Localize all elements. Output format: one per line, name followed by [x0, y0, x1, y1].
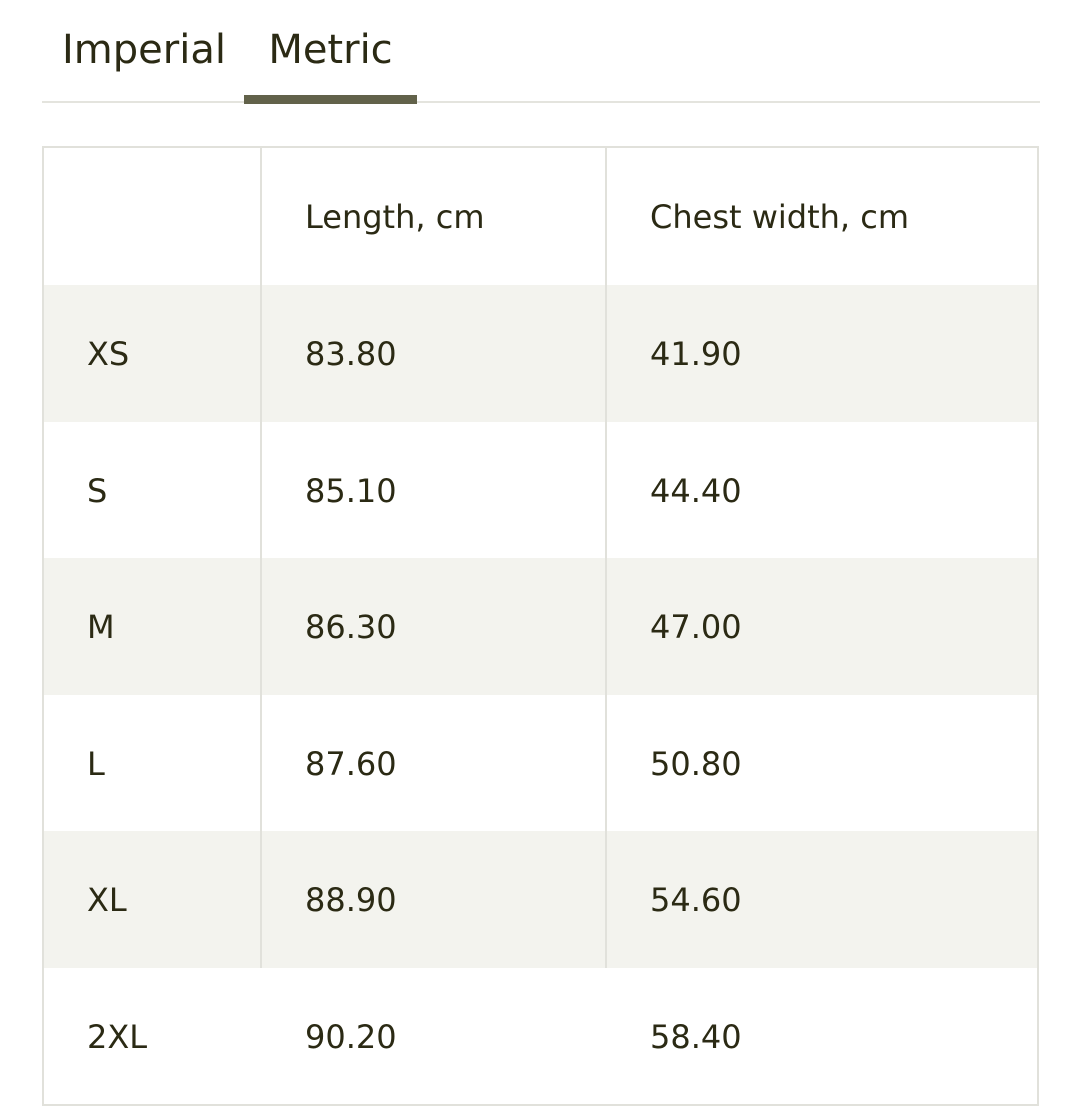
- chest-width-cell: 44.40: [650, 471, 742, 510]
- column-divider: [605, 148, 607, 968]
- size-chart-table: [42, 146, 1039, 1106]
- tab-metric-label: Metric: [268, 27, 393, 73]
- length-cell: 87.60: [305, 744, 397, 783]
- table-row: [44, 695, 1037, 832]
- size-cell: 2XL: [87, 1017, 148, 1056]
- table-row: [44, 422, 1037, 559]
- size-cell: S: [87, 471, 108, 510]
- size-cell: XS: [87, 334, 130, 373]
- chest-width-cell: 50.80: [650, 744, 742, 783]
- header-cell-chest-width: Chest width, cm: [650, 197, 910, 236]
- column-divider: [260, 148, 262, 968]
- table-row: [44, 558, 1037, 695]
- tab-metric[interactable]: [244, 0, 417, 104]
- length-cell: 85.10: [305, 471, 397, 510]
- length-cell: 83.80: [305, 334, 397, 373]
- length-cell: 86.30: [305, 607, 397, 646]
- unit-tabs: [42, 0, 1040, 104]
- chest-width-cell: 47.00: [650, 607, 742, 646]
- chest-width-cell: 54.60: [650, 880, 742, 919]
- active-tab-indicator: [244, 95, 417, 104]
- size-cell: M: [87, 607, 115, 646]
- table-row: [44, 285, 1037, 422]
- table-header-row: [44, 148, 1037, 285]
- size-cell: XL: [87, 880, 127, 919]
- tab-imperial[interactable]: [62, 0, 232, 104]
- table-row: [44, 968, 1037, 1105]
- length-cell: 88.90: [305, 880, 397, 919]
- size-cell: L: [87, 744, 105, 783]
- chest-width-cell: 41.90: [650, 334, 742, 373]
- chest-width-cell: 58.40: [650, 1017, 742, 1056]
- table-row: [44, 831, 1037, 968]
- length-cell: 90.20: [305, 1017, 397, 1056]
- header-cell-length: Length, cm: [305, 197, 485, 236]
- tab-imperial-label: Imperial: [62, 27, 226, 73]
